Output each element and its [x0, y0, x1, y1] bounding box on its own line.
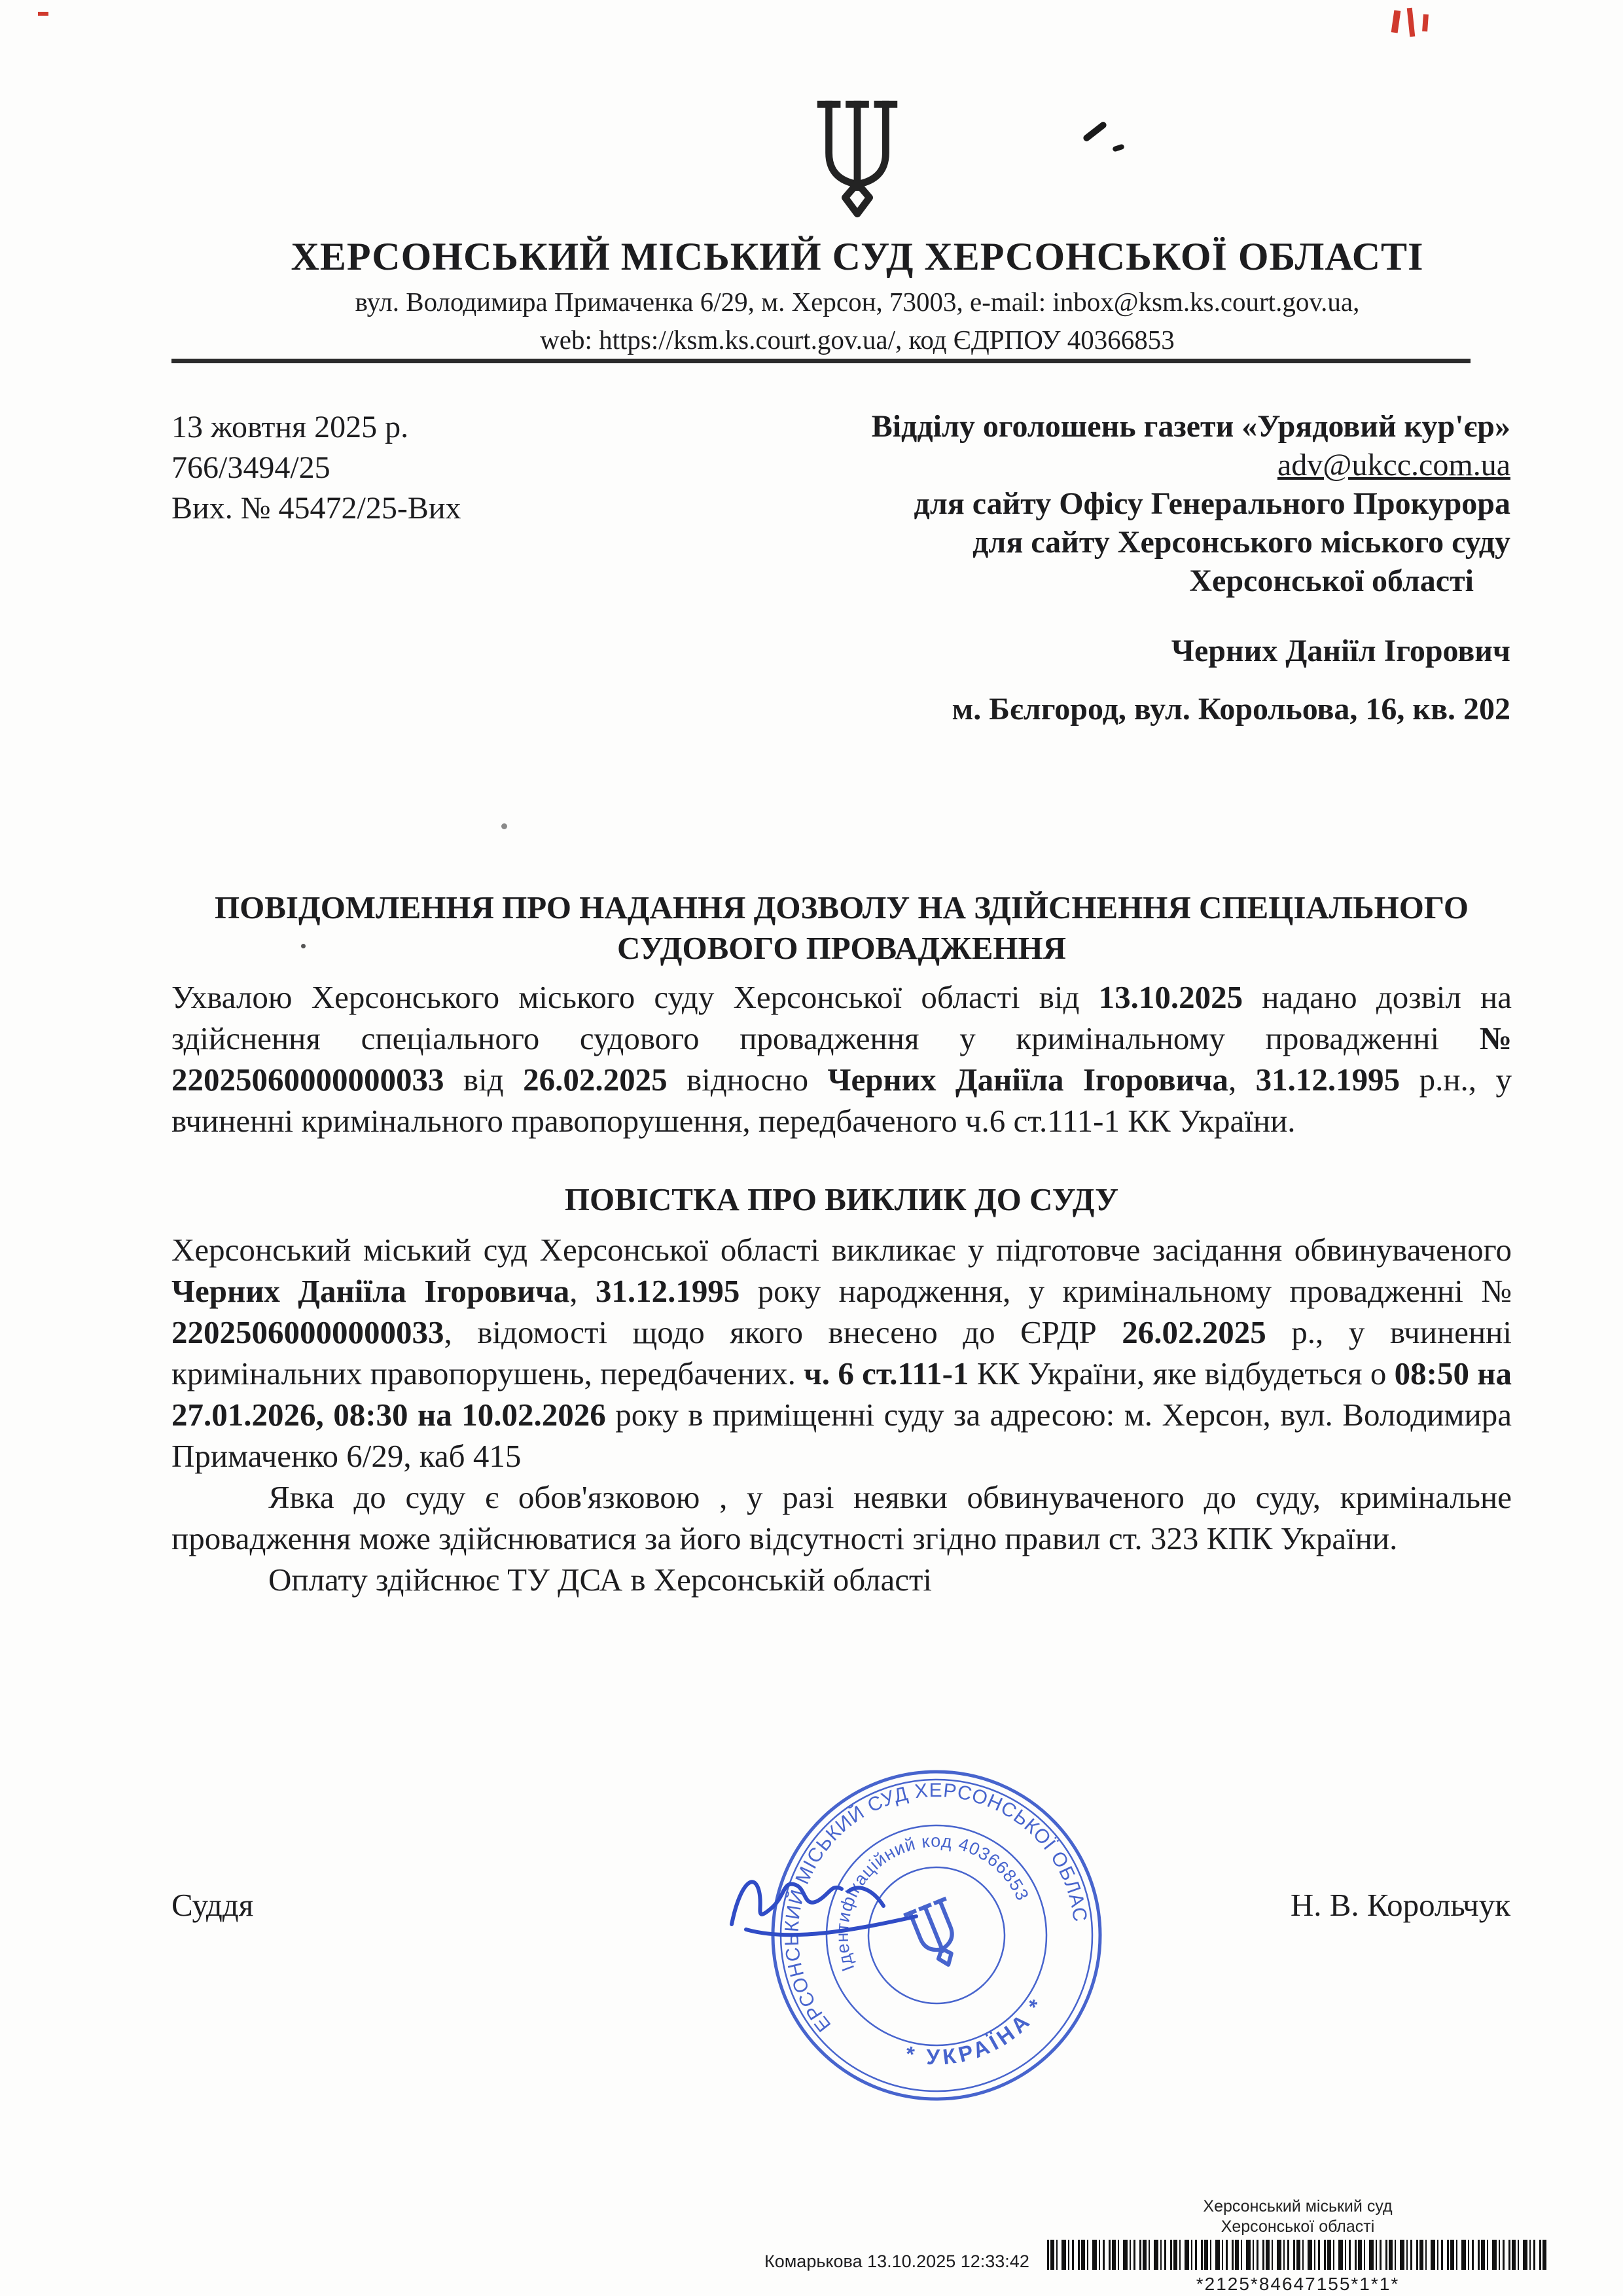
recipient-court-site-line1: для сайту Херсонського міського суду — [972, 525, 1510, 560]
stamp-outer-text: ХЕРСОНСЬКИЙ МІСЬКИЙ СУД ХЕРСОНСЬКОЇ ОБЛАСТІ — [781, 1780, 1091, 2036]
notice-title-line1: ПОВІДОМЛЕННЯ ПРО НАДАННЯ ДОЗВОЛУ НА ЗДІЙСНЕННЯ СПЕЦІАЛЬНОГО — [215, 889, 1469, 925]
scan-artifact-dot — [501, 823, 507, 829]
stamp-country-text: * УКРАЇНА * — [903, 1992, 1050, 2070]
scan-artifact-red — [1391, 10, 1401, 33]
judge-label: Суддя — [171, 1887, 254, 1923]
scan-artifact-red — [1422, 14, 1429, 31]
court-seal-stamp — [763, 1762, 1110, 2109]
footer-court-name — [1047, 2197, 1548, 2237]
barcode-text: *2125*84647155*1*1* — [1196, 2274, 1400, 2294]
court-name: ХЕРСОНСЬКИЙ МІСЬКИЙ СУД ХЕРСОНСЬКОЇ ОБЛАСТІ — [291, 235, 1424, 278]
recipient-email: adv@ukcc.com.ua — [1277, 448, 1510, 482]
recipients-block — [529, 407, 1510, 728]
footer-court-line1: Херсонський міський суд — [1203, 2197, 1393, 2215]
summons-paragraph: Херсонський міський суд Херсонської області викликає у підготовче засідання обвинуваченого Черних Даніїла Ігоровича, 31.12.1995 року народження, у кримінальному провадженні № 22025060000000033, відомості щодо якого внесено до ЄРДР 26.02.2025 р., у вчиненні кримінальних правопорушень, передбачених. ч. 6 ст.111-1 КК України, яке відбудеться о 08:50 на 27.01.2026, 08:30 на 10.02.2026 року в приміщенні суду за адресою: м. Херсон, вул. Володимира Примаченко 6/29, каб 415 — [171, 1232, 1512, 1474]
stamp-trident-icon — [906, 1899, 967, 1973]
judge-name: Н. В. Корольчук — [1290, 1887, 1510, 1923]
recipient-court-site-line2: Херсонської області — [1189, 564, 1474, 598]
court-web: web: https://ksm.ks.court.gov.ua/, код ЄДРПОУ 40366853 — [540, 325, 1175, 355]
notice-title — [171, 888, 1512, 969]
accused-name: Черних Даніїл Ігорович — [1171, 634, 1510, 668]
scan-artifact-red — [1407, 8, 1416, 37]
scan-artifact-red — [38, 12, 48, 16]
recipient-prosecutor-site: для сайту Офісу Генерального Прокурора — [914, 486, 1510, 521]
attendance-paragraph: Явка до суду є обов'язковою , у разі неявки обвинуваченого до суду, кримінальне провадження може здійснюватися за його відсутності згідно правил ст. 323 КПК України. — [171, 1479, 1512, 1556]
notice-title-line2: СУДОВОГО ПРОВАДЖЕННЯ — [617, 930, 1066, 966]
notice-paragraph: Ухвалою Херсонського міського суду Херсонської області від 13.10.2025 надано дозвіл на здійснення спеціального судового провадження у кримінальному провадженні № 22025060000000033 від 26.02.2025 відносно Черних Даніїла Ігоровича, 31.12.1995 р.н., у вчиненні кримінального правопорушення, передбаченого ч.6 ст.111-1 КК України. — [171, 979, 1512, 1139]
registration-barcode — [1047, 2240, 1548, 2270]
court-address: вул. Володимира Примаченка 6/29, м. Херсон, 73003, e-mail: inbox@ksm.ks.court.gov.ua, — [355, 287, 1360, 317]
recipient-newspaper: Відділу оголошень газети «Урядовий кур'єр» — [871, 409, 1510, 444]
outgoing-number: Вих. № 45472/25-Вих — [171, 491, 461, 526]
header-divider — [171, 359, 1471, 363]
ukraine-trident-emblem-icon — [805, 98, 910, 220]
document-body — [171, 888, 1512, 1600]
document-meta — [171, 407, 461, 529]
case-number: 766/3494/25 — [171, 450, 330, 485]
accused-address: м. Бєлгород, вул. Корольова, 16, кв. 202 — [952, 692, 1510, 726]
payment-paragraph: Оплату здійснює ТУ ДСА в Херсонській області — [268, 1562, 932, 1598]
operator-timestamp: Комарькова 13.10.2025 12:33:42 — [764, 2251, 1029, 2271]
document-date: 13 жовтня 2025 р. — [171, 410, 409, 444]
summons-title: ПОВІСТКА ПРО ВИКЛИК ДО СУДУ — [564, 1181, 1119, 1217]
letterhead — [157, 98, 1558, 355]
stamp-id-code-text: Ідентифікаційний код 40366853 — [832, 1831, 1033, 1974]
footer-court-line2: Херсонської області — [1221, 2217, 1375, 2236]
